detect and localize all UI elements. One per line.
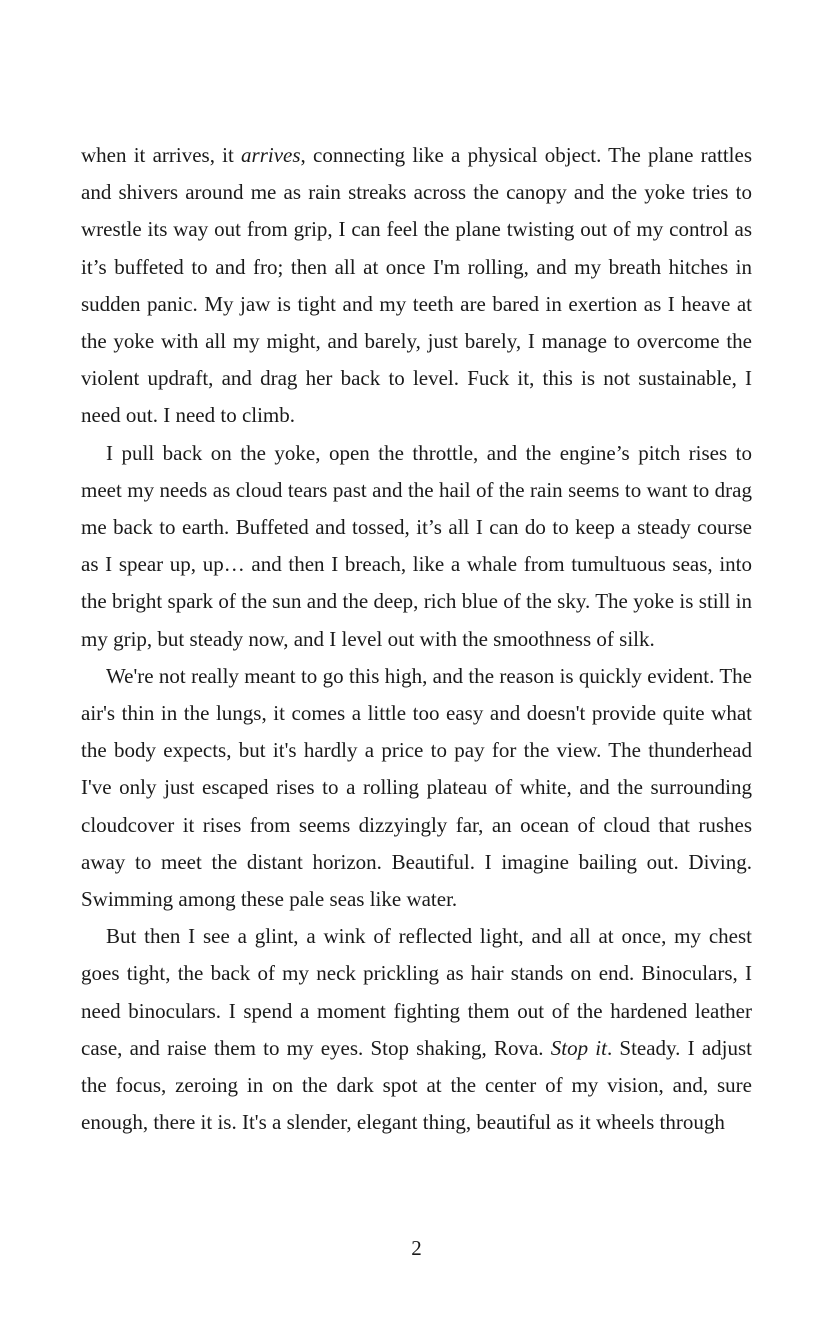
paragraph-4-text-2: . Steady. I adjust the focus, zeroing in on the dark spot at the center of my vision, and, sure enough, there it is. It's a slender, elegant thing, beautiful as it wheels through [81, 1035, 752, 1135]
paragraph-3 [81, 658, 752, 918]
paragraph-4 [81, 918, 752, 1141]
paragraph-4-emphasis: Stop it [550, 1035, 607, 1060]
paragraph-1 [81, 137, 752, 435]
paragraph-1-emphasis: arrives [241, 143, 301, 167]
paragraph-4-text-1: But then I see a glint, a wink of reflected light, and all at once, my chest goes tight, the back of my neck prickling as hair stands on end. Binoculars, I need binoculars. I spend a moment fighting them out of the hardened leather case, and raise them to my eyes. Stop shaking, Rova. [81, 924, 752, 1060]
paragraph-1-text-1: when it arrives, it [81, 143, 242, 167]
paragraph-3-text: We're not really meant to go this high, and the reason is quickly evident. The air's thin in the lungs, it comes a little too easy and doesn't provide quite what the body expects, but it's hardly a price to pay for the view. The thunderhead I've only just escaped rises to a rolling plateau of white, and the surrounding cloudcover it rises from seems dizzyingly far, an ocean of cloud that rushes away to meet the distant horizon. Beautiful. I imagine bailing out. Diving. Swimming among these pale seas like water. [81, 663, 752, 912]
paragraph-2 [81, 435, 752, 658]
paragraph-1-text-2: , connecting like a physical object. The plane rattles and shivers around me as rain streaks across the canopy and the yoke tries to wrestle its way out from grip, I can feel the plane twisting out of my control as it’s buffeted to and fro; then all at once I'm rolling, and my breath hitches in sudden panic. My jaw is tight and my teeth are bared in exertion as I heave at the yoke with all my might, and barely, just barely, I manage to overcome the violent updraft, and drag her back to level. Fuck it, this is not sustainable, I need out. I need to climb. [81, 143, 752, 428]
page-number: 2 [411, 1236, 422, 1260]
paragraph-2-text: I pull back on the yoke, open the throttle, and the engine’s pitch rises to meet my needs as cloud tears past and the hail of the rain seems to want to drag me back to earth. Buffeted and tossed, it’s all I can do to keep a steady course as I spear up, up… and then I breach, like a whale from tumultuous seas, into the bright spark of the sun and the deep, rich blue of the sky. The yoke is still in my grip, but steady now, and I level out with the smoothness of silk. [81, 440, 752, 651]
page-body [81, 137, 752, 1141]
